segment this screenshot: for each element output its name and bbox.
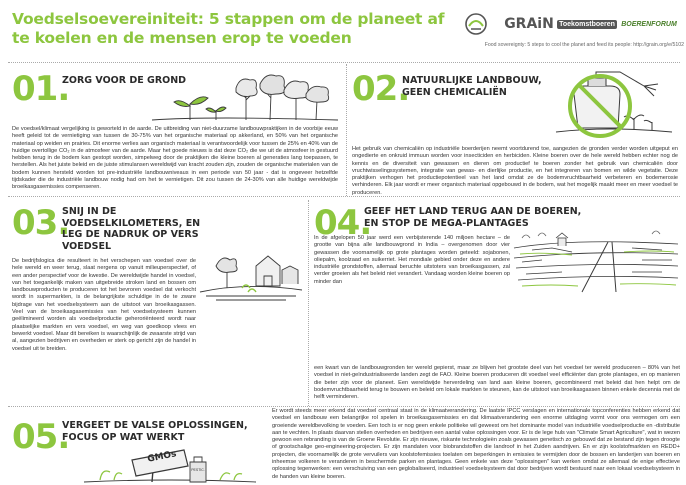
divider [8, 406, 680, 407]
step-3-body: De bedrijfslogica die resulteert in het verschepen van voedsel over de hele wereld en weer terug, slaat nergens op vanuit milieuperspectief, of een ander perspectief voor de kwestie. De wereldwijde handel in voedsel, van het toegankelijk maken van uitgebreide stroken land en bossen om landbouwproducten te produceren tot het bevroren voedsel dat verkocht wordt in supermarkten, is de belangrijkste schuldige in de te zware bijdrage van het voedselsysteem aan de uitstoot van broeikasgassen. Veel van de broeikasgasemissies van het voedselsysteem kunnen geëlimineerd worden als voedselproductie geheroriënteerd wordt naar plaatselijke markten en vers voedsel, en weg van goedkoop vlees en bewerkt voedsel. Maar dit bereiken is waarschijnlijk de zwaarste strijd van al, aangezien bedrijven en overheden er sterk op gericht zijn de handel in voedsel uit te breiden. [12, 258, 196, 352]
step-4-number: 04. [314, 203, 372, 243]
local-farm-icon [196, 236, 306, 309]
no-sprayer-icon [548, 66, 678, 151]
step-5-body: Er wordt steeds meer erkend dat voedsel centraal staat in de klimaatverandering. De laatste IPCC verslagen en internationale topconferenties hebben erkend dat voedsel en landbouw een belangrijke rol spelen in broeikasgasemissies en dat klimaatverandering een enorme uitdaging vormt voor ons vermogen om een groeiende wereldbevolking te voeden. Een toch is er nog geen enkele politieke wil geweest om het dominante model van industriële voedselproductie en -distributie aan te vechten. In plaats daarvan stellen overheden en bedrijven een aantal valse oplossingen voor. Er is de lege huls van "Climate Smart Agriculture", wat in wezen gewoon een rebranding is van de Groene Revolutie. Er zijn nieuwe, riskante technologieën zoals gewassen genetisch zo gebouwd dat ze bestand zijn tegen droogte of grootschalige geo-engineering-projecten. Er zijn mandaten voor biobrandstoffen die landroof in het Zuiden aandrijven. En er zijn koolstofmarkten en REDD+ projecten, die voornamelijk de grote vervuilers van koolstofemissies toelaten om beperkingen in emissies te vermijden door de bossen en landerijen van boeren en inheemse volkeren te veranderen in beschermde parken en plantages. Geen enkele van deze "oplossingen" kan werken omdat ze allemaal de enige effectieve oplossing tegenwerken: een verschuiving van een geglobaliseerd, industrieel voedselsysteem dat door bedrijven wordt bestuurd naar een lokaal voedselsysteem in de handen van kleine boeren. [272, 408, 680, 480]
boerenforum-logo[interactable]: BOERENFORUM [621, 20, 677, 28]
step-2-heading: NATUURLIJKE LANDBOUW, GEEN CHEMICALIËN [402, 75, 542, 98]
source-citation[interactable]: Food sovereignty: 5 steps to cool the planet and feed its people: http://grain.org/e/5102 [484, 42, 684, 48]
page-title: Voedselsoevereiniteit: 5 stappen om de planeet af te koelen en de mensen erop te voeden [12, 10, 445, 47]
toekomstboeren-logo-text: Toekomstboeren [559, 20, 615, 28]
step-4-body-left: In de afgelopen 50 jaar werd een verbijsterende 140 miljoen hectare – de grootte van bijna alle landbouwgrond in India – overgenomen door vier gewassen die voornamelijk op grote plantages worden geteeld: sojabonen, oliepalm, koolzaad en suikerriet. Het mondiale gebied onder deze en andere industriële grondstoffen, allemaal beruchte uitstoters van broeikasgassen, zal verder groeien als het beleid niet verandert. Vandaag worden kleine boeren op minder dan [314, 235, 510, 285]
step-1-heading: ZORG VOOR DE GROND [62, 75, 187, 86]
grain-logo[interactable]: GRAiN [504, 16, 554, 32]
step-3-heading: SNIJ IN DE VOEDSELKILOMETERS, EN LEG DE NADRUK OP VERS VOEDSEL [62, 206, 201, 252]
step-5-heading: VERGEET DE VALSE OPLOSSINGEN, FOCUS OP WAT WERKT [62, 420, 248, 443]
pesticide-can-label: PESTIC. [191, 468, 205, 472]
step-2-number: 02. [352, 69, 410, 109]
boerengroep-logo[interactable] [458, 12, 494, 36]
step-1-number: 01. [12, 69, 70, 109]
step-4-heading: GEEF HET LAND TERUG AAN DE BOEREN, EN STOP DE MEGA-PLANTAGES [364, 206, 582, 229]
divider [346, 64, 347, 196]
step-1-body: De voedsel/klimaat vergelijking is geworteld in de aarde. De uitbreiding van niet-duurzame landbouwpraktijken in de voorbije eeuw heeft geleid tot de vernietiging van tussen de 30-75% van het organische materiaal op akkerland, en 50% van het organische materiaal op weiden en prairies. Dit enorme verlies aan organisch materiaal is verantwoordelijk voor tussen de 25% en 40% van de huidige overtollige CO₂ in de atmosfeer van de aarde. Maar het goede nieuws is dat deze CO₂ die we uit de atmosfeer in gestuurd hebben terug in de bodem kan gestopt worden, simpelweg door de praktijken die kleine boeren al generaties lang toepassen, te herstellen. Als het juiste beleid en de juiste stimulansen wereldwijd van kracht zouden zijn, zouden de organische materialen van de bodem kunnen hersteld worden tot pre-industriële landbouwniveaus in een periode van 50 jaar - dat is ongeveer hetzelfde tijdskader die de industriële landbouw nodig had om het te vernietigen. Dit zou tussen de 24-30% van alle huidige wereldwijde broeikasgasemissies compenseren. [12, 126, 338, 191]
toekomstboeren-logo[interactable] [558, 12, 616, 36]
gmos-pesticide-sign-icon [80, 438, 260, 485]
divider [308, 200, 309, 406]
countryside-road-icon [512, 228, 680, 299]
divider [8, 62, 680, 63]
step-4-body-full: een kwart van de landbouwgronden ter wereld gepierst, maar ze blijven het grootste deel van het voedsel ter wereld produceren – 80% van het voedsel in niet-geïndustrialiseerde landen zegt de FAO. Kleine boeren produceren dit voedsel veel efficiënter dan grote plantages, en op manieren die beter zijn voor de planeet. Een wereldwijde herverdeling van land aan kleine boeren, gecombineerd met beleid dat hen helpt om de bodemvruchtbaarheid terug te bouwen en beleid om lokale markten te steunen, kan de uitstoot van broeikasgassen binnen enkele decennia met de helft verminderen. [314, 365, 680, 401]
gmos-sign-text: GMOs [146, 449, 178, 465]
trees-and-seedling-icon [150, 68, 340, 131]
partner-logos [452, 8, 680, 42]
step-2-body: Het gebruik van chemicaliën op industriële boerderijen neemt voortdurend toe, aangezien de gronden verder worden uitgeput en ongedierte en onkruid immuun worden voor insecticiden en herbiciden. Kleine boeren over de hele wereld hebben echter nog de kennis en de diversiteit van gewassen en dieren om productief te boeren zonder het gebruik van chemicaliën door vruchtwisselingssystemen, integratie van gewas- en dierlijke productie, en het integreren van bomen en wilde vegetatie. Deze praktijken verhogen het productiepotentieel van het land omdat ze de bodemvruchtbaarheid verbeteren en bodemerosie verhinderen. Elk jaar wordt er meer organisch materiaal opgebouwd in de bodem, wat het mogelijk maakt meer en meer voedsel te produceren. [352, 146, 678, 196]
step-3-number: 03. [12, 203, 70, 243]
step-5-number: 05. [12, 417, 70, 457]
